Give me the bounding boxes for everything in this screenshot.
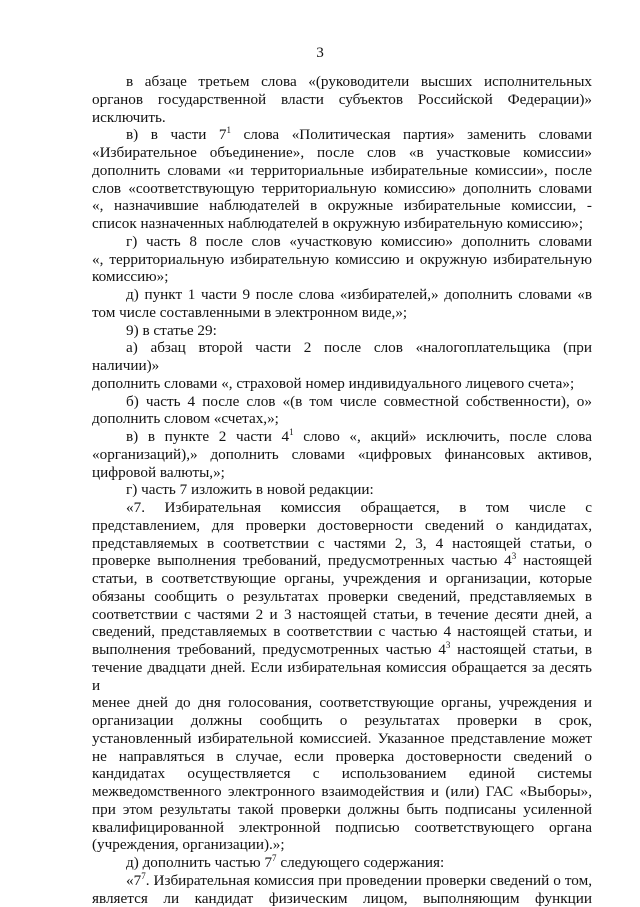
- paragraph-line: г) часть 7 изложить в новой редакции:: [92, 481, 592, 499]
- superscript-index: 3: [512, 551, 517, 561]
- paragraph-line: представляемых в соответствии с частями 2, 3, 4 настоящей статьи, о: [92, 535, 592, 553]
- paragraph-line: список назначенных наблюдателей в окружную избирательную комиссию»;: [92, 215, 592, 233]
- paragraph-line: при этом результаты такой проверки должны быть подписаны усиленной: [92, 801, 592, 819]
- paragraph-line: менее дней до дня голосования, соответствующие органы, учреждения и: [92, 694, 592, 712]
- paragraph-line: «, назначившие наблюдателей в окружные избирательные комиссии, -: [92, 197, 592, 215]
- page-number: 3: [0, 44, 640, 62]
- paragraph-line: соответствии с частями 2 и 3 настоящей статьи, в течение десяти дней, а: [92, 606, 592, 624]
- paragraph-line: обязаны сообщить о результатах проверки сведений, представляемых в: [92, 588, 592, 606]
- paragraph-line: установленный избирательной комиссией. Указанное представление может: [92, 730, 592, 748]
- paragraph-line: «7. Избирательная комиссия обращается, в том числе с: [92, 499, 592, 517]
- paragraph-line: кандидатах осуществляется с использованием единой системы: [92, 765, 592, 783]
- paragraph-line: цифровой валюты,»;: [92, 464, 592, 482]
- paragraph-line: дополнить словами «и территориальные избирательные комиссии», после: [92, 162, 592, 180]
- paragraph-line: дополнить словами «, страховой номер индивидуального лицевого счета»;: [92, 375, 592, 393]
- superscript-index: 7: [141, 871, 146, 881]
- paragraph-line: в) в части $7^1$ слова «Политическая партия» заменить словами: [92, 126, 592, 144]
- paragraph-line: а) абзац второй части 2 после слов «налогоплательщика (при наличии)»: [92, 339, 592, 375]
- superscript-index: 1: [227, 125, 232, 135]
- paragraph-line: «, территориальную избирательную комиссию и окружную избирательную: [92, 251, 592, 269]
- document-body: [92, 73, 592, 907]
- paragraph-line: не направляться в случае, если проверка достоверности сведений о: [92, 748, 592, 766]
- paragraph-line: в) в пункте 2 части $4^1$ слово «, акций» исключить, после слова: [92, 428, 592, 446]
- paragraph-line: д) дополнить частью $7^7$ следующего содержания:: [92, 854, 592, 872]
- paragraph-line: межведомственного электронного взаимодействия и (или) ГАС «Выборы»,: [92, 783, 592, 801]
- paragraph-line: «Избирательное объединение», после слов «в участковые комиссии»: [92, 144, 592, 162]
- paragraph-line: проверке выполнения требований, предусмотренных частью $4^3$ настоящей: [92, 552, 592, 570]
- paragraph-line: течение двадцати дней. Если избирательная комиссия обращается за десять и: [92, 659, 592, 695]
- superscript-index: 7: [272, 853, 277, 863]
- paragraph-line: слов «соответствующую территориальную комиссию» дополнить словами: [92, 180, 592, 198]
- paragraph-line: д) пункт 1 части 9 после слова «избирателей,» дополнить словами «в: [92, 286, 592, 304]
- paragraph-line: в абзаце третьем слова «(руководители высших исполнительных: [92, 73, 592, 91]
- paragraph-line: статьи, в соответствующие органы, учреждения и организации, которые: [92, 570, 592, 588]
- paragraph-line: дополнить словом «счетах,»;: [92, 410, 592, 428]
- paragraph-line: комиссию»;: [92, 268, 592, 286]
- superscript-index: 3: [446, 640, 451, 650]
- paragraph-line: организации должны сообщить о результатах проверки в срок,: [92, 712, 592, 730]
- superscript-index: 1: [289, 427, 294, 437]
- paragraph-line: представлением, для проверки достоверности сведений о кандидатах,: [92, 517, 592, 535]
- paragraph-line: исключить.: [92, 109, 592, 127]
- paragraph-line: «организаций),» дополнить словами «цифровых финансовых активов,: [92, 446, 592, 464]
- paragraph-line: органов государственной власти субъектов Российской Федерации)»: [92, 91, 592, 109]
- paragraph-line: выполнения требований, предусмотренных частью $4^3$ настоящей статьи, в: [92, 641, 592, 659]
- paragraph-line: б) часть 4 после слов «(в том числе совместной собственности), о»: [92, 393, 592, 411]
- paragraph-line: том числе составленными в электронном виде,»;: [92, 304, 592, 322]
- paragraph-line: г) часть 8 после слов «участковую комиссию» дополнить словами: [92, 233, 592, 251]
- paragraph-line: (учреждения, организации).»;: [92, 836, 592, 854]
- paragraph-line: является ли кандидат физическим лицом, выполняющим функции: [92, 890, 592, 907]
- paragraph-line: квалифицированной электронной подписью соответствующего органа: [92, 819, 592, 837]
- paragraph-line: «$7^7$. Избирательная комиссия при проведении проверки сведений о том,: [92, 872, 592, 890]
- paragraph-line: сведений, представляемых в соответствии с частью 4 настоящей статьи, и: [92, 623, 592, 641]
- paragraph-line: 9) в статье 29:: [92, 322, 592, 340]
